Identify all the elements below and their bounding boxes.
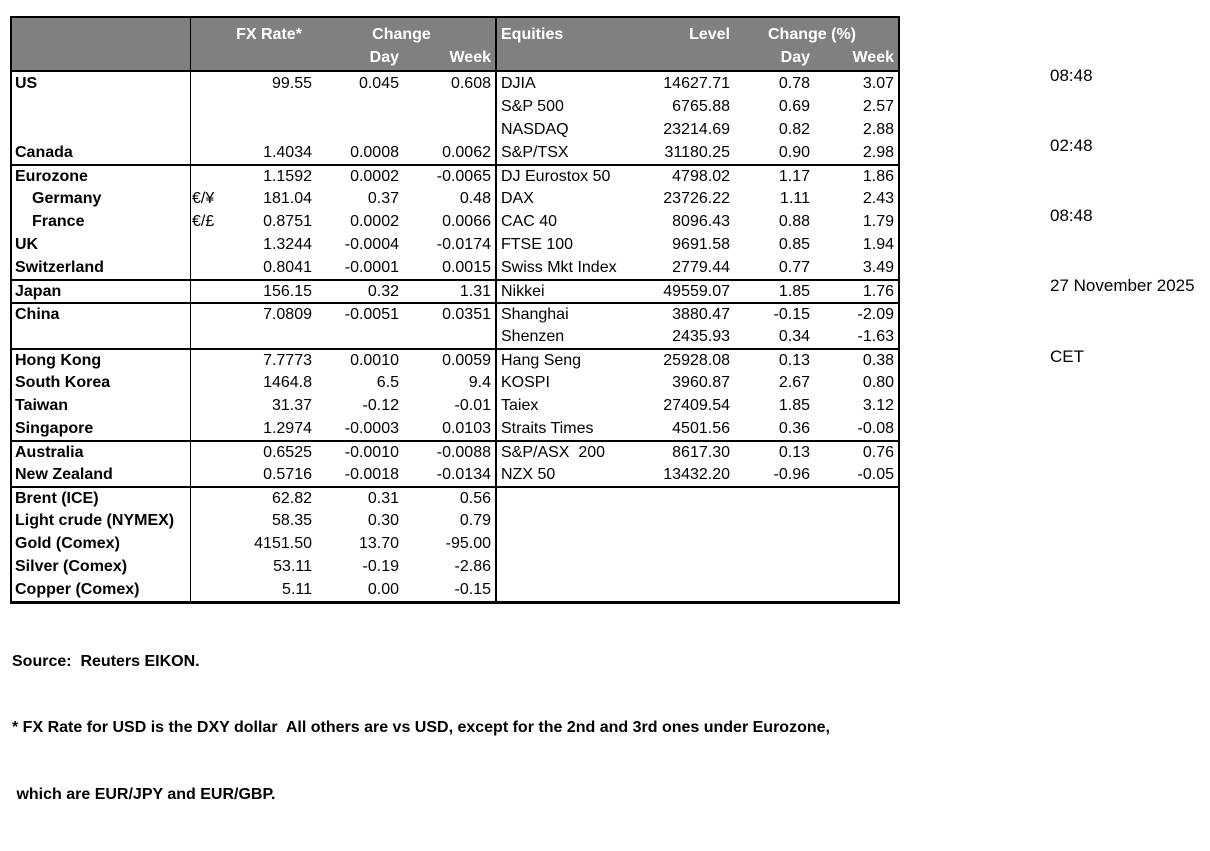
equities-change-column-header: Change (%) xyxy=(768,26,856,43)
fx-day-change-value: -0.0003 xyxy=(344,420,399,437)
equity-day-change-value xyxy=(730,532,810,555)
equity-index-name: Nikkei xyxy=(501,283,545,300)
equity-level-value: 2435.93 xyxy=(672,328,730,345)
equity-index-name: KOSPI xyxy=(501,374,550,391)
fx-week-change-value: -0.15 xyxy=(454,581,491,598)
fx-header-row-1 xyxy=(12,18,495,48)
equity-index-name: Straits Times xyxy=(501,420,594,437)
equity-day-change-value xyxy=(730,488,810,509)
fx-pair-label xyxy=(190,95,226,118)
fx-rate-value: 58.35 xyxy=(271,512,312,529)
fx-row xyxy=(12,417,495,440)
fx-country-label: France xyxy=(32,213,85,230)
fx-row xyxy=(12,555,495,578)
fx-week-change-value: 1.31 xyxy=(459,283,491,300)
fx-week-change-value: -0.0065 xyxy=(436,168,491,185)
equity-week-change-value: 2.57 xyxy=(862,98,894,115)
equity-day-change-value: 0.85 xyxy=(778,236,810,253)
fx-header-spacer-2 xyxy=(12,48,312,70)
equity-day-change-value: 0.34 xyxy=(778,328,810,345)
equity-index-name xyxy=(497,488,645,509)
fx-pair-label xyxy=(190,166,226,187)
fx-rate-value: 0.8041 xyxy=(263,259,312,276)
equity-week-change-value: -0.05 xyxy=(857,466,894,483)
equity-day-change-value: 0.36 xyxy=(778,420,810,437)
fx-rate-column-header: FX Rate* xyxy=(236,26,302,43)
timestamps-block xyxy=(1050,17,1195,415)
fx-day-change-value: 0.30 xyxy=(367,512,399,529)
fx-day-change-value xyxy=(312,118,399,141)
equity-row xyxy=(497,210,898,233)
equities-header-row-1 xyxy=(497,18,898,48)
equity-week-change-value xyxy=(810,488,898,509)
equity-week-change-value: 0.80 xyxy=(862,374,894,391)
fx-country-label: Taiwan xyxy=(15,397,69,414)
fx-rate-value: 1464.8 xyxy=(263,374,312,391)
equity-day-change-value: 1.11 xyxy=(780,190,810,207)
equity-level-value: 25928.08 xyxy=(663,352,730,369)
fx-rate-value: 4151.50 xyxy=(254,535,312,552)
fx-day-change-value: 0.0010 xyxy=(350,352,399,369)
fx-rate-value: 181.04 xyxy=(263,190,312,207)
fx-country-label: China xyxy=(15,306,60,323)
equity-level-value: 23214.69 xyxy=(663,121,730,138)
fx-rate-value xyxy=(226,325,312,348)
fx-rate-value: 5.11 xyxy=(282,581,312,598)
equity-row xyxy=(497,555,898,578)
fx-country-label: UK xyxy=(15,236,39,253)
date-label: 27 November 2025 xyxy=(1050,276,1195,296)
equity-row xyxy=(497,256,898,279)
equity-index-name: NZX 50 xyxy=(501,466,556,483)
equities-day-column-header: Day xyxy=(780,49,810,66)
equity-index-name: S&P/ASX 200 xyxy=(501,444,606,461)
fx-row xyxy=(12,95,495,118)
fx-rate-value: 1.3244 xyxy=(263,236,312,253)
fx-rate-value: 7.0809 xyxy=(263,306,312,323)
equity-row xyxy=(497,578,898,601)
fx-rate-value xyxy=(226,118,312,141)
fx-day-change-value: 0.37 xyxy=(367,190,399,207)
fx-day-change-value: 0.0002 xyxy=(350,213,399,230)
fx-country-label: Hong Kong xyxy=(15,352,102,369)
equity-row xyxy=(497,95,898,118)
fx-day-change-value xyxy=(312,325,399,348)
fx-row xyxy=(12,394,495,417)
equity-level-value: 31180.25 xyxy=(664,144,730,161)
fx-country-label: Germany xyxy=(32,190,102,207)
fx-pair-label xyxy=(190,394,226,417)
fx-week-change-value: -0.0134 xyxy=(436,466,491,483)
fx-week-change-value: 0.56 xyxy=(459,490,491,507)
fx-rate-footnote-line-1: * FX Rate for USD is the DXY dollar All others are vs USD, except for the 2nd and 3rd ones under Eurozone, xyxy=(12,719,830,737)
fx-row xyxy=(12,578,495,601)
equity-index-name xyxy=(497,509,645,532)
equity-row xyxy=(497,233,898,256)
fx-pair-label xyxy=(190,72,226,95)
fx-pair-label xyxy=(190,417,226,440)
fx-rows-container xyxy=(12,72,495,601)
equity-day-change-value: 1.85 xyxy=(778,397,810,414)
fx-day-change-value: -0.12 xyxy=(362,397,399,414)
equity-index-name: FTSE 100 xyxy=(501,236,574,253)
equity-index-name: S&P/TSX xyxy=(501,144,569,161)
fx-week-change-value: 0.79 xyxy=(459,512,491,529)
equity-day-change-value: -0.96 xyxy=(773,466,810,483)
equity-row xyxy=(497,440,898,463)
fx-pair-label: €/£ xyxy=(192,213,215,230)
equity-level-value: 49559.07 xyxy=(663,283,730,300)
fx-row xyxy=(12,463,495,486)
fx-country-label: Eurozone xyxy=(15,168,88,185)
fx-day-column-header: Day xyxy=(369,49,399,66)
fx-panel xyxy=(12,18,497,601)
fx-country-label: Singapore xyxy=(15,420,94,437)
equity-level-value: 23726.22 xyxy=(663,190,730,207)
fx-pair-label xyxy=(190,442,226,463)
equity-row xyxy=(497,486,898,509)
source-note: Source: Reuters EIKON. xyxy=(12,652,200,670)
equity-level-value: 4798.02 xyxy=(672,168,730,185)
fx-pair-label xyxy=(190,325,226,348)
fx-country-label: Gold (Comex) xyxy=(15,535,120,552)
equity-level-value: 8096.43 xyxy=(672,213,730,230)
fx-day-change-value: -0.0004 xyxy=(344,236,399,253)
fx-pair-label xyxy=(190,141,226,164)
equities-header-spacer xyxy=(497,48,730,70)
equities-level-column-header: Level xyxy=(689,26,730,43)
equity-level-value xyxy=(645,488,730,509)
equity-week-change-value xyxy=(810,532,898,555)
equity-index-name: Shanghai xyxy=(501,306,569,323)
fx-country-label: Light crude (NYMEX) xyxy=(15,512,175,529)
fx-pair-label: €/¥ xyxy=(192,190,215,207)
fx-country-label: Switzerland xyxy=(15,259,104,276)
equity-week-change-value: 2.88 xyxy=(862,121,894,138)
fx-pair-label xyxy=(190,555,226,578)
fx-rate-value: 0.8751 xyxy=(263,213,312,230)
equity-row xyxy=(497,187,898,210)
fx-header-row-2 xyxy=(12,48,495,72)
equity-index-name: Shenzen xyxy=(501,328,565,345)
fx-day-change-value: -0.0051 xyxy=(344,306,399,323)
fx-pair-label xyxy=(190,578,226,601)
equity-index-name: DJ Eurostox 50 xyxy=(501,168,611,185)
equity-index-name: DJIA xyxy=(501,75,536,92)
fx-week-change-value: -2.86 xyxy=(454,558,491,575)
fx-pair-label xyxy=(190,256,226,279)
fx-row xyxy=(12,348,495,371)
fx-week-change-value: 0.0066 xyxy=(442,213,491,230)
equity-row xyxy=(497,118,898,141)
equity-index-name: NASDAQ xyxy=(501,121,569,138)
equity-day-change-value: -0.15 xyxy=(773,306,810,323)
equity-row xyxy=(497,532,898,555)
fx-rate-value: 7.7773 xyxy=(263,352,312,369)
equity-row xyxy=(497,325,898,348)
fx-day-change-value: -0.19 xyxy=(362,558,399,575)
equity-row xyxy=(497,164,898,187)
equity-row xyxy=(497,509,898,532)
equity-day-change-value xyxy=(730,555,810,578)
fx-day-change-value xyxy=(312,95,399,118)
fx-day-change-value: 0.31 xyxy=(367,490,399,507)
fx-week-change-value: 9.4 xyxy=(468,374,491,391)
fx-rate-value: 1.4034 xyxy=(263,144,312,161)
fx-pair-label xyxy=(190,281,226,302)
fx-rate-value: 31.37 xyxy=(271,397,312,414)
equity-week-change-value: 1.86 xyxy=(862,168,894,185)
fx-change-column-header: Change xyxy=(372,26,431,43)
fx-rate-value: 1.2974 xyxy=(263,420,312,437)
fx-rate-value: 1.1592 xyxy=(263,168,312,185)
equity-index-name xyxy=(497,555,645,578)
fx-day-change-value: 0.00 xyxy=(367,581,399,598)
fx-week-column-header: Week xyxy=(449,49,491,66)
timestamp-3: 08:48 xyxy=(1050,206,1093,226)
equity-week-change-value: 3.12 xyxy=(862,397,894,414)
equity-week-change-value: 3.07 xyxy=(862,75,894,92)
equity-level-value: 9691.58 xyxy=(672,236,730,253)
fx-row xyxy=(12,187,495,210)
fx-week-change-value: 0.0062 xyxy=(442,144,491,161)
fx-row xyxy=(12,486,495,509)
equity-index-name: DAX xyxy=(501,190,534,207)
fx-pair-label xyxy=(190,463,226,486)
equity-week-change-value xyxy=(810,578,898,601)
fx-row xyxy=(12,164,495,187)
fx-row xyxy=(12,118,495,141)
fx-week-change-value: 0.608 xyxy=(450,75,491,92)
fx-day-change-value: 13.70 xyxy=(358,535,399,552)
fx-pair-label xyxy=(190,488,226,509)
fx-week-change-value: 0.0103 xyxy=(442,420,491,437)
fx-rate-footnote-line-2: which are EUR/JPY and EUR/GBP. xyxy=(12,786,276,804)
equity-level-value: 8617.30 xyxy=(672,444,730,461)
equity-level-value: 6765.88 xyxy=(672,98,730,115)
equity-level-value: 4501.56 xyxy=(672,420,730,437)
fx-country-label: Canada xyxy=(15,144,73,161)
equities-week-column-header: Week xyxy=(852,49,894,66)
fx-day-change-value: -0.0018 xyxy=(344,466,399,483)
equity-week-change-value: -0.08 xyxy=(857,420,894,437)
equity-row xyxy=(497,371,898,394)
fx-rate-value: 99.55 xyxy=(271,75,312,92)
fx-row xyxy=(12,233,495,256)
fx-week-change-value: -0.0174 xyxy=(436,236,491,253)
timestamp-2: 02:48 xyxy=(1050,136,1093,156)
equity-level-value: 2779.44 xyxy=(672,259,730,276)
fx-week-change-value xyxy=(399,325,495,348)
equity-row xyxy=(497,279,898,302)
equity-level-value xyxy=(645,555,730,578)
fx-rate-value: 62.82 xyxy=(271,490,312,507)
equity-week-change-value: 1.79 xyxy=(862,213,894,230)
equity-index-name: Taiex xyxy=(501,397,539,414)
fx-row xyxy=(12,256,495,279)
fx-day-change-value: 0.32 xyxy=(367,283,399,300)
equity-day-change-value xyxy=(730,578,810,601)
equity-day-change-value: 2.67 xyxy=(778,374,810,391)
fx-week-change-value: 0.0015 xyxy=(442,259,491,276)
fx-day-change-value: -0.0010 xyxy=(344,444,399,461)
equity-day-change-value: 0.88 xyxy=(778,213,810,230)
equity-week-change-value: 2.98 xyxy=(862,144,894,161)
equity-row xyxy=(497,141,898,164)
equity-week-change-value: 0.38 xyxy=(862,352,894,369)
equity-day-change-value: 1.17 xyxy=(778,168,810,185)
equity-day-change-value: 0.78 xyxy=(778,75,810,92)
equity-level-value: 3960.87 xyxy=(672,374,730,391)
equity-row xyxy=(497,417,898,440)
equity-row xyxy=(497,348,898,371)
fx-day-change-value: 0.0002 xyxy=(350,168,399,185)
equity-level-value: 13432.20 xyxy=(663,466,730,483)
fx-row xyxy=(12,325,495,348)
fx-rate-value: 156.15 xyxy=(263,283,312,300)
fx-week-change-value: 0.0059 xyxy=(442,352,491,369)
fx-country-label: Silver (Comex) xyxy=(15,558,128,575)
fx-country-label: US xyxy=(15,75,38,92)
equity-week-change-value xyxy=(810,555,898,578)
fx-row xyxy=(12,279,495,302)
equity-row xyxy=(497,302,898,325)
fx-row xyxy=(12,141,495,164)
fx-country-label: Brent (ICE) xyxy=(15,490,99,507)
equities-panel xyxy=(497,18,898,601)
equity-row xyxy=(497,72,898,95)
equity-level-value xyxy=(645,532,730,555)
equity-week-change-value: 2.43 xyxy=(862,190,894,207)
equity-level-value: 3880.47 xyxy=(672,306,730,323)
equity-week-change-value xyxy=(810,509,898,532)
equity-index-name: S&P 500 xyxy=(501,98,564,115)
equity-day-change-value: 0.90 xyxy=(778,144,810,161)
fx-row xyxy=(12,302,495,325)
fx-day-change-value: -0.0001 xyxy=(344,259,399,276)
fx-header-spacer xyxy=(12,18,226,48)
fx-week-change-value: 0.48 xyxy=(459,190,491,207)
equity-day-change-value xyxy=(730,509,810,532)
fx-row xyxy=(12,509,495,532)
fx-week-change-value: -0.01 xyxy=(454,397,491,414)
equity-day-change-value: 0.13 xyxy=(778,352,810,369)
equity-day-change-value: 0.69 xyxy=(778,98,810,115)
fx-rate-value: 53.11 xyxy=(273,558,312,575)
fx-pair-label xyxy=(190,118,226,141)
equity-row xyxy=(497,394,898,417)
equity-day-change-value: 0.77 xyxy=(778,259,810,276)
equity-day-change-value: 1.85 xyxy=(778,283,810,300)
fx-week-change-value: 0.0351 xyxy=(442,306,491,323)
market-summary-table xyxy=(10,16,900,604)
fx-day-change-value: 6.5 xyxy=(376,374,399,391)
fx-country-label xyxy=(12,95,190,118)
fx-pair-label xyxy=(190,532,226,555)
fx-week-change-value: -95.00 xyxy=(445,535,491,552)
equity-row xyxy=(497,463,898,486)
equity-index-name xyxy=(497,532,645,555)
timestamp-local: 08:48 xyxy=(1050,65,1093,85)
fx-rate-value xyxy=(226,95,312,118)
fx-country-label: Japan xyxy=(15,283,62,300)
equity-level-value: 27409.54 xyxy=(663,397,730,414)
fx-pair-label xyxy=(190,371,226,394)
fx-country-label: Australia xyxy=(15,444,84,461)
fx-country-label xyxy=(12,325,190,348)
equities-rows-container xyxy=(497,72,898,601)
fx-country-label: South Korea xyxy=(15,374,111,391)
equities-column-header: Equities xyxy=(501,26,564,43)
fx-rate-value: 0.5716 xyxy=(263,466,312,483)
fx-row xyxy=(12,440,495,463)
equity-week-change-value: -1.63 xyxy=(857,328,894,345)
fx-row xyxy=(12,371,495,394)
equity-week-change-value: 3.49 xyxy=(862,259,894,276)
footnotes-block xyxy=(12,606,830,851)
equity-week-change-value: 1.94 xyxy=(862,236,894,253)
fx-country-label: New Zealand xyxy=(15,466,113,483)
fx-pair-label xyxy=(190,304,226,325)
fx-pair-label xyxy=(190,350,226,371)
fx-row xyxy=(12,72,495,95)
fx-week-change-value: -0.0088 xyxy=(436,444,491,461)
equity-level-value xyxy=(645,578,730,601)
fx-week-change-value xyxy=(399,118,495,141)
equity-week-change-value: -2.09 xyxy=(857,306,894,323)
fx-pair-label xyxy=(190,509,226,532)
fx-country-label: Copper (Comex) xyxy=(15,581,140,598)
equity-day-change-value: 0.13 xyxy=(778,444,810,461)
equity-day-change-value: 0.82 xyxy=(778,121,810,138)
equity-index-name: Hang Seng xyxy=(501,352,582,369)
fx-row xyxy=(12,532,495,555)
fx-country-label xyxy=(12,118,190,141)
fx-row xyxy=(12,210,495,233)
fx-week-change-value xyxy=(399,95,495,118)
equity-index-name xyxy=(497,578,645,601)
timezone-label: CET xyxy=(1050,346,1084,366)
equity-index-name: CAC 40 xyxy=(501,213,558,230)
fx-pair-label xyxy=(190,233,226,256)
fx-day-change-value: 0.045 xyxy=(358,75,399,92)
fx-day-change-value: 0.0008 xyxy=(350,144,399,161)
equity-week-change-value: 1.76 xyxy=(862,283,894,300)
fx-rate-value: 0.6525 xyxy=(263,444,312,461)
equity-week-change-value: 0.76 xyxy=(862,444,894,461)
equity-index-name: Swiss Mkt Index xyxy=(501,259,617,276)
equity-level-value: 14627.71 xyxy=(663,75,730,92)
equities-header-row-2 xyxy=(497,48,898,72)
equity-level-value xyxy=(645,509,730,532)
